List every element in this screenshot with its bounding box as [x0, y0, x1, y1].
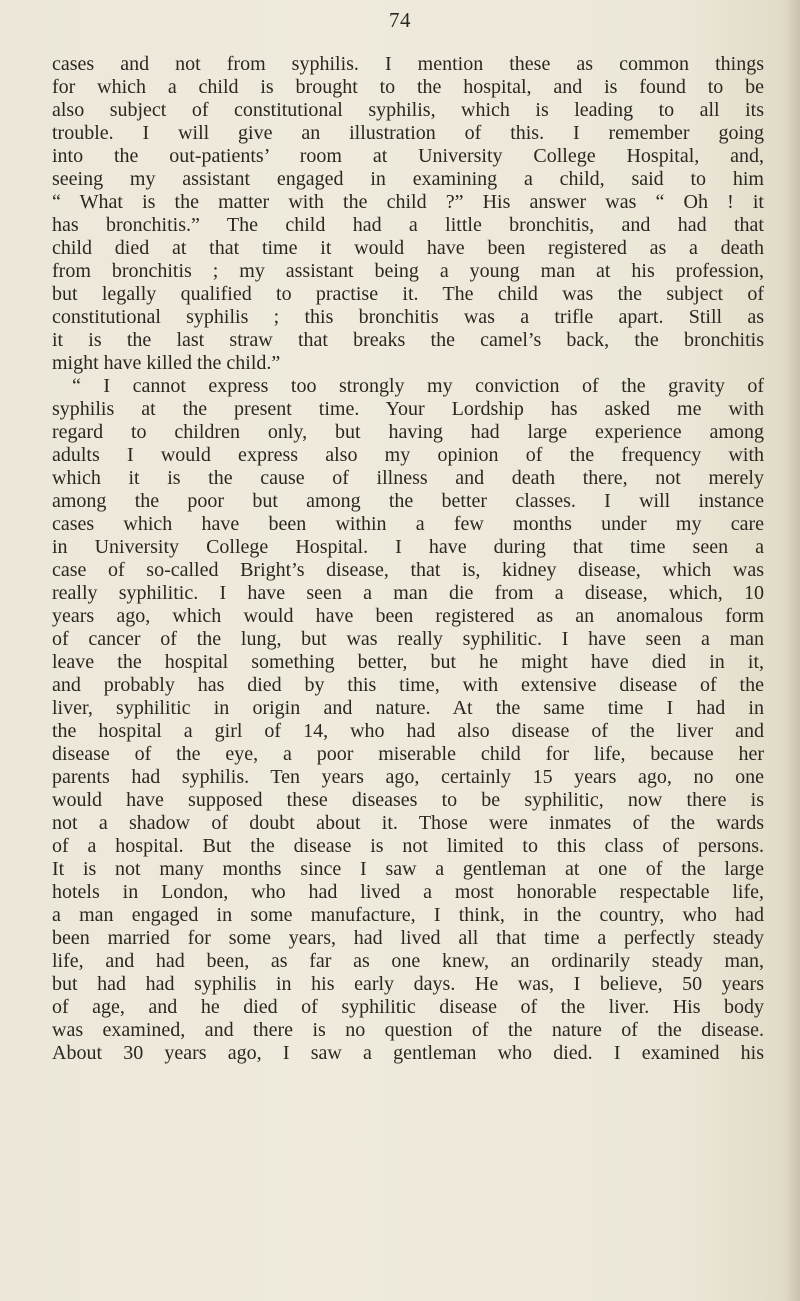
text-line: seeing my assistant engaged in examining a child, said to him [52, 168, 764, 190]
text-line: which it is the cause of illness and death there, not merely [52, 467, 764, 489]
text-line: “ What is the matter with the child ?” His answer was “ Oh ! it [52, 191, 764, 213]
text-line: the hospital a girl of 14, who had also disease of the liver and [52, 720, 764, 742]
text-line: It is not many months since I saw a gentleman at one of the large [52, 858, 764, 880]
text-line: might have killed the child.” [52, 352, 281, 374]
text-line: been married for some years, had lived all that time a perfectly steady [52, 927, 764, 949]
text-line: really syphilitic. I have seen a man die from a disease, which, 10 [52, 582, 764, 604]
text-line: adults I would express also my opinion of the frequency with [52, 444, 764, 466]
text-line: from bronchitis ; my assistant being a young man at his profession, [52, 260, 764, 282]
text-line: into the out-patients’ room at University College Hospital, and, [52, 145, 764, 167]
text-line: regard to children only, but having had large experience among [52, 421, 764, 443]
text-line: and probably has died by this time, with extensive disease of the [52, 674, 764, 696]
text-line: disease of the eye, a poor miserable child for life, because her [52, 743, 764, 765]
text-line: syphilis at the present time. Your Lordship has asked me with [52, 398, 764, 420]
text-line: in University College Hospital. I have during that time seen a [52, 536, 764, 558]
text-line: also subject of constitutional syphilis, which is leading to all its [52, 99, 764, 121]
text-line: of cancer of the lung, but was really syphilitic. I have seen a man [52, 628, 764, 650]
text-line: but legally qualified to practise it. The child was the subject of [52, 283, 764, 305]
text-line: About 30 years ago, I saw a gentleman who died. I examined his [52, 1042, 764, 1064]
text-line: life, and had been, as far as one knew, an ordinarily steady man, [52, 950, 764, 972]
text-line: has bronchitis.” The child had a little bronchitis, and had that [52, 214, 764, 236]
text-line: case of so-called Bright’s disease, that is, kidney disease, which was [52, 559, 764, 581]
text-line: for which a child is brought to the hospital, and is found to be [52, 76, 764, 98]
page-number: 74 [389, 8, 411, 32]
text-line: cases and not from syphilis. I mention these as common things [52, 53, 764, 75]
text-line: but had had syphilis in his early days. He was, I believe, 50 years [52, 973, 764, 995]
text-line: it is the last straw that breaks the camel’s back, the bronchitis [52, 329, 764, 351]
text-line: leave the hospital something better, but he might have died in it, [52, 651, 764, 673]
page-edge-shadow [786, 0, 800, 1301]
text-line: “ I cannot express too strongly my conviction of the gravity of [72, 375, 764, 397]
text-line: a man engaged in some manufacture, I think, in the country, who had [52, 904, 764, 926]
text-line: was examined, and there is no question of the nature of the disease. [52, 1019, 764, 1041]
text-line: trouble. I will give an illustration of this. I remember going [52, 122, 764, 144]
text-line: constitutional syphilis ; this bronchitis was a trifle apart. Still as [52, 306, 764, 328]
text-line: years ago, which would have been registered as an anomalous form [52, 605, 764, 627]
text-line: of a hospital. But the disease is not limited to this class of persons. [52, 835, 764, 857]
text-line: liver, syphilitic in origin and nature. At the same time I had in [52, 697, 764, 719]
text-line: not a shadow of doubt about it. Those were inmates of the wards [52, 812, 764, 834]
text-line: hotels in London, who had lived a most honorable respectable life, [52, 881, 764, 903]
text-line: of age, and he died of syphilitic disease of the liver. His body [52, 996, 764, 1018]
text-line: among the poor but among the better classes. I will instance [52, 490, 764, 512]
text-line: would have supposed these diseases to be syphilitic, now there is [52, 789, 764, 811]
text-line: child died at that time it would have been registered as a death [52, 237, 764, 259]
text-line: parents had syphilis. Ten years ago, certainly 15 years ago, no one [52, 766, 764, 788]
text-line: cases which have been within a few months under my care [52, 513, 764, 535]
